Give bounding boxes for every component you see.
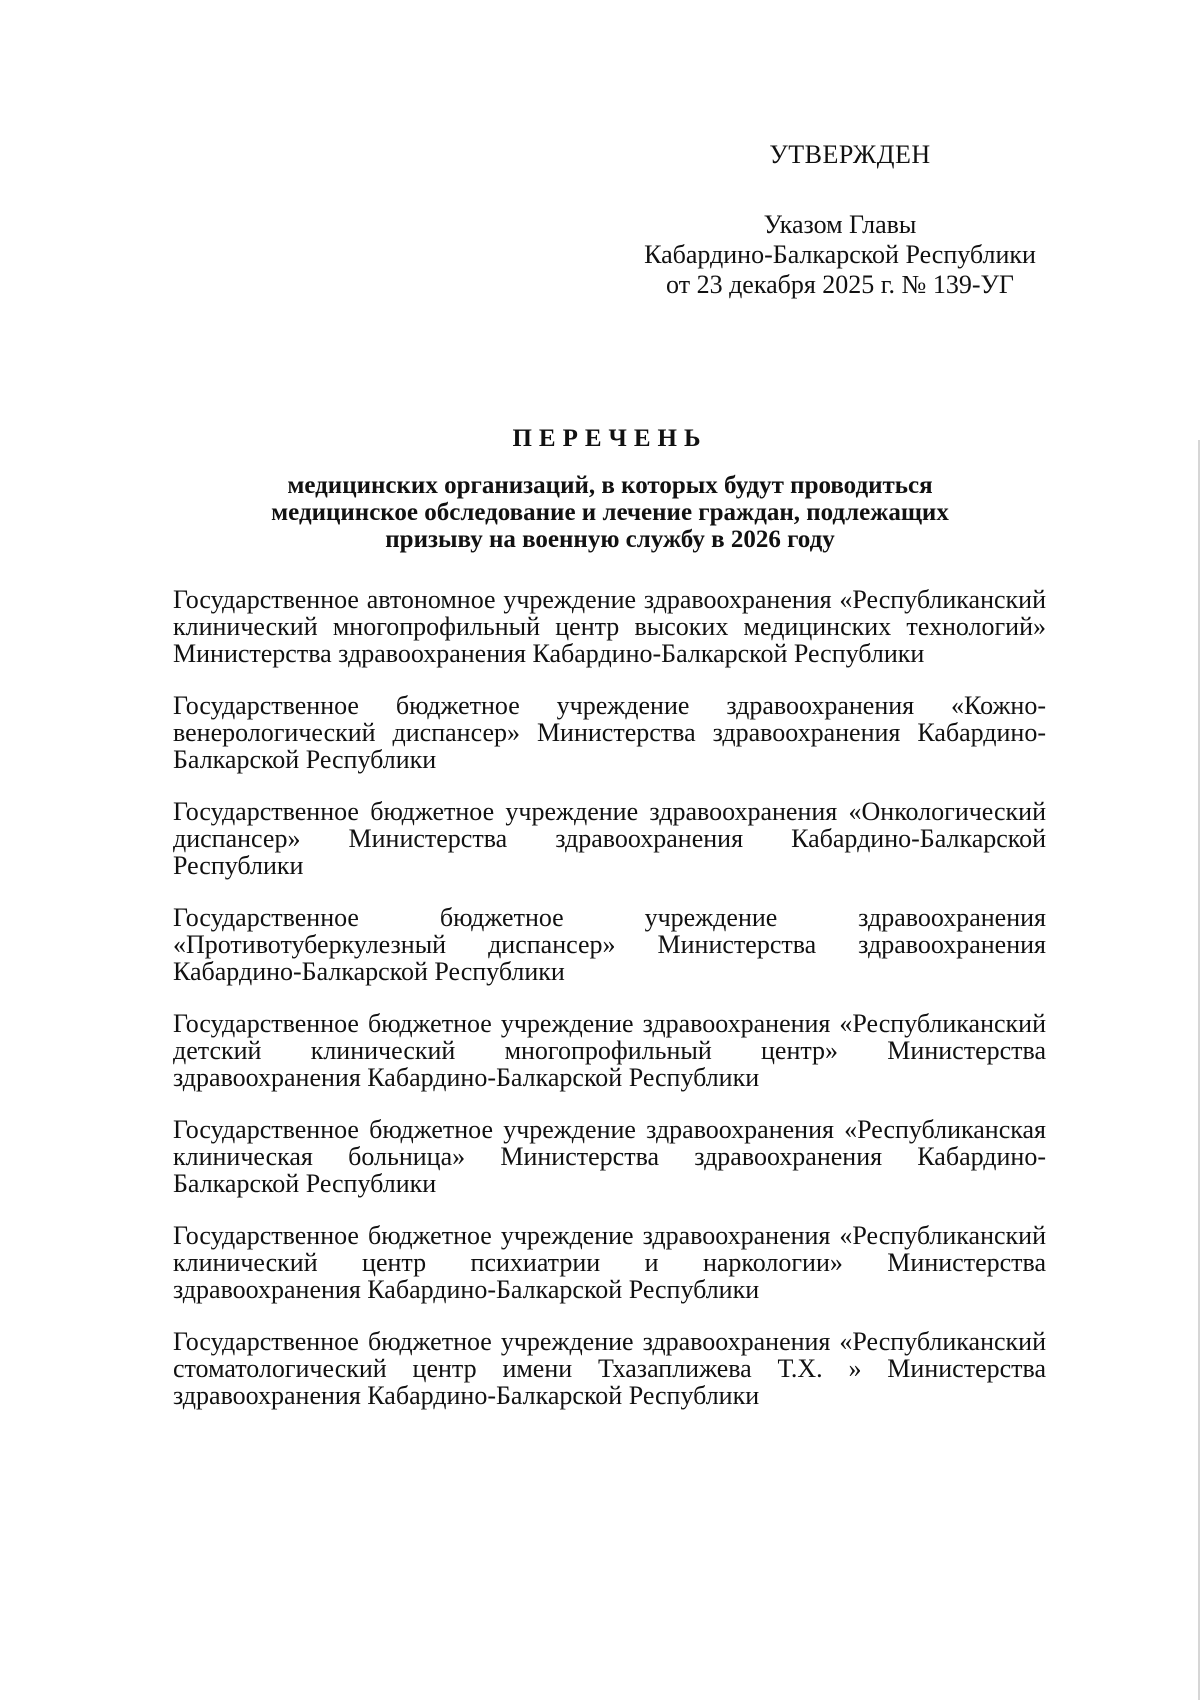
organization-item: Государственное бюджетное учреждение здравоохранения «Республиканская клиническая больница» Министерства здравоохранения Кабардино-Балкарской Республики: [173, 1115, 1046, 1198]
organization-item: Государственное бюджетное учреждение здравоохранения «Кожно-венерологический диспансер» Министерства здравоохранения Кабардино-Балкарской Республики: [173, 691, 1046, 774]
document-subtitle: [170, 472, 1050, 553]
decree-line: Указом Главы: [763, 210, 917, 239]
organization-item: Государственное бюджетное учреждение здравоохранения «Республиканский стоматологический центр имени Тхазаплижева Т.Х. » Министерства здравоохранения Кабардино-Балкарской Республики: [173, 1327, 1046, 1410]
organization-item: Государственное автономное учреждение здравоохранения «Республиканский клинический многопрофильный центр высоких медицинских технологий» Министерства здравоохранения Кабардино-Балкарской Республики: [173, 585, 1046, 668]
decree-line: Кабардино-Балкарской Республики: [644, 240, 1036, 269]
organization-item: Государственное бюджетное учреждение здравоохранения «Республиканский клинический центр психиатрии и наркологии» Министерства здравоохранения Кабардино-Балкарской Республики: [173, 1221, 1046, 1304]
subtitle-line: призыву на военную службу в 2026 году: [385, 526, 835, 553]
organization-item: Государственное бюджетное учреждение здравоохранения «Противотуберкулезный диспансер» Министерства здравоохранения Кабардино-Балкарской Республики: [173, 903, 1046, 986]
organization-item: Государственное бюджетное учреждение здравоохранения «Республиканский детский клинический многопрофильный центр» Министерства здравоохранения Кабардино-Балкарской Республики: [173, 1009, 1046, 1092]
organization-item: Государственное бюджетное учреждение здравоохранения «Онкологический диспансер» Министерства здравоохранения Кабардино-Балкарской Республики: [173, 797, 1046, 880]
subtitle-line: медицинское обследование и лечение граждан, подлежащих: [271, 499, 949, 526]
organization-list: [173, 586, 1046, 1434]
decree-line: от 23 декабря 2025 г. № 139-УГ: [666, 270, 1014, 299]
approval-stamp: УТВЕРЖДЕН: [769, 140, 931, 169]
document-title: ПЕРЕЧЕНЬ: [512, 425, 708, 452]
approval-block: [600, 140, 1080, 300]
subtitle-line: медицинских организаций, в которых будут проводиться: [287, 472, 933, 499]
